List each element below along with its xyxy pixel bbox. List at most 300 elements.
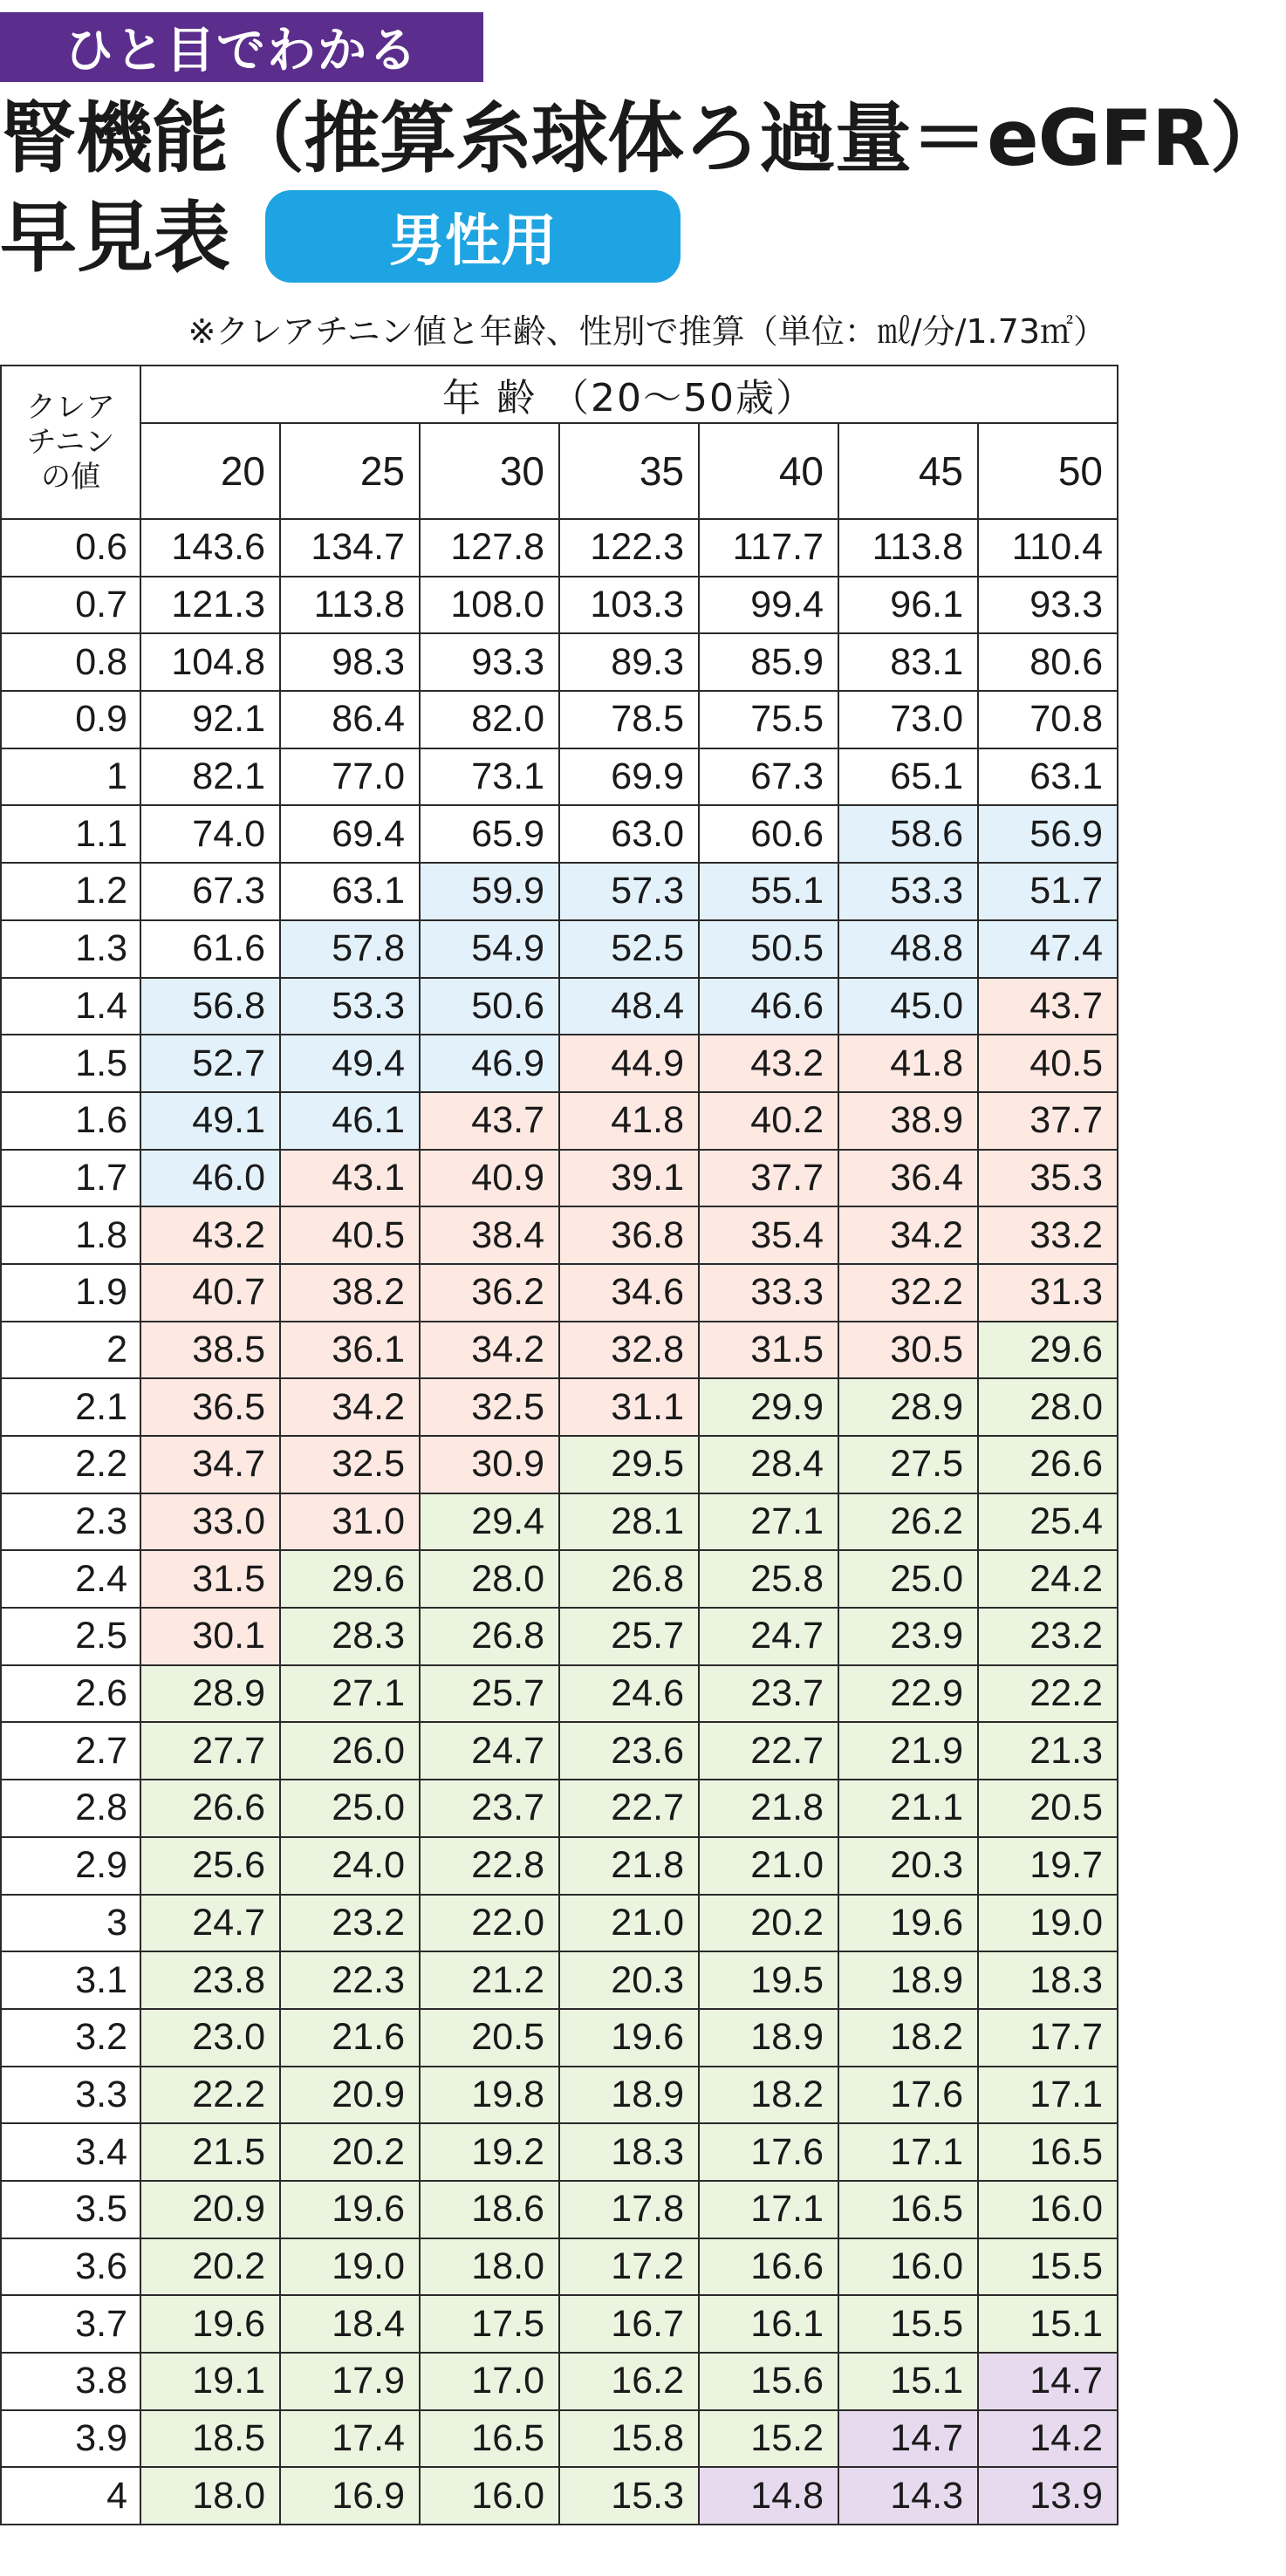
egfr-cell: 17.7 [978, 2009, 1118, 2067]
egfr-cell: 24.0 [280, 1837, 420, 1895]
egfr-cell: 18.9 [699, 2009, 838, 2067]
creatinine-value: 3.9 [1, 2410, 140, 2468]
age-column-header: 35 [559, 423, 699, 519]
egfr-cell: 32.8 [559, 1322, 699, 1379]
table-row [1, 1206, 1118, 1264]
egfr-cell: 24.2 [978, 1550, 1118, 1608]
creatinine-value: 3.7 [1, 2295, 140, 2353]
creatinine-value: 1.1 [1, 805, 140, 863]
table-row [1, 1665, 1118, 1723]
egfr-cell: 19.5 [699, 1951, 838, 2009]
creatinine-value: 2.5 [1, 1608, 140, 1665]
egfr-cell: 41.8 [559, 1092, 699, 1150]
egfr-cell: 19.6 [838, 1895, 978, 1952]
egfr-cell: 73.1 [420, 748, 559, 806]
egfr-cell: 23.7 [699, 1665, 838, 1723]
egfr-cell: 21.9 [838, 1722, 978, 1780]
egfr-cell: 16.7 [559, 2295, 699, 2353]
egfr-cell: 38.4 [420, 1206, 559, 1264]
egfr-cell: 25.6 [140, 1837, 280, 1895]
egfr-cell: 110.4 [978, 519, 1118, 577]
egfr-cell: 45.0 [838, 978, 978, 1035]
egfr-cell: 36.5 [140, 1378, 280, 1436]
egfr-cell: 17.1 [838, 2123, 978, 2181]
egfr-cell: 43.2 [140, 1206, 280, 1264]
egfr-cell: 30.5 [838, 1322, 978, 1379]
egfr-cell: 28.3 [280, 1608, 420, 1665]
creatinine-value: 0.9 [1, 691, 140, 748]
table-row [1, 1150, 1118, 1207]
creatinine-value: 2.1 [1, 1378, 140, 1436]
egfr-cell: 26.8 [420, 1608, 559, 1665]
egfr-cell: 20.3 [559, 1951, 699, 2009]
egfr-cell: 32.2 [838, 1264, 978, 1322]
table-row [1, 2353, 1118, 2410]
table-row [1, 691, 1118, 748]
table-row [1, 1550, 1118, 1608]
table-row [1, 1436, 1118, 1493]
egfr-cell: 46.9 [420, 1035, 559, 1092]
egfr-cell: 98.3 [280, 633, 420, 691]
creatinine-value: 1 [1, 748, 140, 806]
creatinine-value: 1.9 [1, 1264, 140, 1322]
egfr-cell: 59.9 [420, 863, 559, 920]
egfr-cell: 56.8 [140, 978, 280, 1035]
egfr-cell: 21.1 [838, 1780, 978, 1837]
table-row [1, 1035, 1118, 1092]
egfr-cell: 24.7 [699, 1608, 838, 1665]
egfr-cell: 23.8 [140, 1951, 280, 2009]
age-column-header: 20 [140, 423, 280, 519]
egfr-cell: 16.5 [838, 2181, 978, 2238]
egfr-cell: 40.5 [280, 1206, 420, 1264]
creatinine-value: 3.6 [1, 2238, 140, 2296]
table-row [1, 2467, 1118, 2525]
egfr-cell: 21.6 [280, 2009, 420, 2067]
egfr-cell: 61.6 [140, 920, 280, 978]
egfr-cell: 20.2 [140, 2238, 280, 2296]
table-row [1, 805, 1118, 863]
egfr-cell: 36.2 [420, 1264, 559, 1322]
egfr-cell: 60.6 [699, 805, 838, 863]
egfr-cell: 43.2 [699, 1035, 838, 1092]
egfr-cell: 121.3 [140, 577, 280, 634]
egfr-cell: 22.2 [978, 1665, 1118, 1723]
egfr-cell: 23.9 [838, 1608, 978, 1665]
egfr-cell: 16.1 [699, 2295, 838, 2353]
egfr-cell: 13.9 [978, 2467, 1118, 2525]
egfr-cell: 27.1 [280, 1665, 420, 1723]
egfr-cell: 23.2 [280, 1895, 420, 1952]
egfr-cell: 25.8 [699, 1550, 838, 1608]
table-row [1, 1895, 1118, 1952]
egfr-cell: 18.6 [420, 2181, 559, 2238]
egfr-cell: 36.1 [280, 1322, 420, 1379]
table-row [1, 2410, 1118, 2468]
egfr-cell: 35.3 [978, 1150, 1118, 1207]
creatinine-header-line: の値 [41, 461, 100, 494]
egfr-cell: 25.0 [838, 1550, 978, 1608]
table-row [1, 2067, 1118, 2124]
egfr-cell: 35.4 [699, 1206, 838, 1264]
egfr-cell: 40.2 [699, 1092, 838, 1150]
egfr-cell: 48.8 [838, 920, 978, 978]
egfr-cell: 16.0 [420, 2467, 559, 2525]
egfr-cell: 113.8 [838, 519, 978, 577]
egfr-cell: 63.1 [978, 748, 1118, 806]
creatinine-value: 2.7 [1, 1722, 140, 1780]
egfr-cell: 23.6 [559, 1722, 699, 1780]
age-column-header: 25 [280, 423, 420, 519]
egfr-cell: 17.9 [280, 2353, 420, 2410]
egfr-cell: 20.9 [140, 2181, 280, 2238]
egfr-cell: 43.1 [280, 1150, 420, 1207]
egfr-cell: 24.7 [140, 1895, 280, 1952]
egfr-cell: 19.1 [140, 2353, 280, 2410]
egfr-cell: 17.4 [280, 2410, 420, 2468]
egfr-cell: 36.8 [559, 1206, 699, 1264]
egfr-cell: 18.9 [838, 1951, 978, 2009]
egfr-cell: 15.1 [838, 2353, 978, 2410]
creatinine-value: 3.4 [1, 2123, 140, 2181]
egfr-cell: 30.1 [140, 1608, 280, 1665]
egfr-cell: 46.6 [699, 978, 838, 1035]
egfr-cell: 15.3 [559, 2467, 699, 2525]
egfr-cell: 18.4 [280, 2295, 420, 2353]
table-row [1, 519, 1118, 577]
creatinine-value: 3 [1, 1895, 140, 1952]
table-row [1, 2009, 1118, 2067]
egfr-cell: 82.1 [140, 748, 280, 806]
egfr-cell: 117.7 [699, 519, 838, 577]
egfr-cell: 46.0 [140, 1150, 280, 1207]
unit-note: ※クレアチニン値と年齢、性別で推算（単位：㎖/分/1.73㎡） [188, 312, 1106, 351]
table-row [1, 1837, 1118, 1895]
creatinine-value: 3.5 [1, 2181, 140, 2238]
egfr-cell: 25.7 [420, 1665, 559, 1723]
egfr-cell: 17.2 [559, 2238, 699, 2296]
egfr-cell: 22.9 [838, 1665, 978, 1723]
egfr-cell: 16.0 [838, 2238, 978, 2296]
egfr-cell: 39.1 [559, 1150, 699, 1207]
page-subtitle: 早見表 [0, 193, 231, 283]
egfr-cell: 44.9 [559, 1035, 699, 1092]
egfr-table [0, 365, 1118, 2525]
egfr-cell: 67.3 [699, 748, 838, 806]
egfr-cell: 16.9 [280, 2467, 420, 2525]
egfr-cell: 29.5 [559, 1436, 699, 1493]
creatinine-value: 3.8 [1, 2353, 140, 2410]
egfr-cell: 17.6 [838, 2067, 978, 2124]
egfr-cell: 43.7 [978, 978, 1118, 1035]
egfr-cell: 36.4 [838, 1150, 978, 1207]
table-row [1, 2238, 1118, 2296]
gender-pill: 男性用 [265, 190, 681, 283]
creatinine-value: 1.7 [1, 1150, 140, 1207]
egfr-cell: 83.1 [838, 633, 978, 691]
creatinine-value: 1.8 [1, 1206, 140, 1264]
egfr-cell: 14.7 [838, 2410, 978, 2468]
creatinine-value: 2.2 [1, 1436, 140, 1493]
table-row [1, 1951, 1118, 2009]
egfr-cell: 28.9 [140, 1665, 280, 1723]
table-row [1, 1722, 1118, 1780]
table-row [1, 1493, 1118, 1551]
egfr-cell: 75.5 [699, 691, 838, 748]
egfr-cell: 21.3 [978, 1722, 1118, 1780]
egfr-cell: 67.3 [140, 863, 280, 920]
egfr-cell: 85.9 [699, 633, 838, 691]
table-row [1, 1608, 1118, 1665]
egfr-cell: 50.6 [420, 978, 559, 1035]
creatinine-value: 0.8 [1, 633, 140, 691]
egfr-cell: 14.8 [699, 2467, 838, 2525]
egfr-cell: 33.3 [699, 1264, 838, 1322]
creatinine-value: 3.3 [1, 2067, 140, 2124]
egfr-cell: 15.6 [699, 2353, 838, 2410]
egfr-cell: 86.4 [280, 691, 420, 748]
egfr-cell: 55.1 [699, 863, 838, 920]
egfr-cell: 25.0 [280, 1780, 420, 1837]
egfr-cell: 26.2 [838, 1493, 978, 1551]
creatinine-header-line: チニン [26, 426, 115, 459]
table-row [1, 1322, 1118, 1379]
egfr-cell: 38.9 [838, 1092, 978, 1150]
egfr-cell: 18.0 [140, 2467, 280, 2525]
egfr-cell: 89.3 [559, 633, 699, 691]
egfr-cell: 80.6 [978, 633, 1118, 691]
egfr-cell: 127.8 [420, 519, 559, 577]
egfr-cell: 28.0 [420, 1550, 559, 1608]
egfr-cell: 24.7 [420, 1722, 559, 1780]
creatinine-value: 1.2 [1, 863, 140, 920]
egfr-cell: 26.6 [978, 1436, 1118, 1493]
egfr-cell: 34.7 [140, 1436, 280, 1493]
egfr-cell: 16.6 [699, 2238, 838, 2296]
egfr-cell: 18.9 [559, 2067, 699, 2124]
egfr-cell: 17.1 [978, 2067, 1118, 2124]
egfr-cell: 17.8 [559, 2181, 699, 2238]
egfr-cell: 25.4 [978, 1493, 1118, 1551]
egfr-cell: 113.8 [280, 577, 420, 634]
table-row [1, 1780, 1118, 1837]
table-row [1, 1092, 1118, 1150]
egfr-cell: 16.2 [559, 2353, 699, 2410]
creatinine-value: 0.7 [1, 577, 140, 634]
egfr-cell: 20.2 [699, 1895, 838, 1952]
egfr-cell: 22.7 [559, 1780, 699, 1837]
egfr-cell: 20.9 [280, 2067, 420, 2124]
egfr-cell: 18.5 [140, 2410, 280, 2468]
egfr-cell: 23.2 [978, 1608, 1118, 1665]
creatinine-value: 2.4 [1, 1550, 140, 1608]
egfr-cell: 15.8 [559, 2410, 699, 2468]
egfr-cell: 18.2 [838, 2009, 978, 2067]
age-column-header: 40 [699, 423, 838, 519]
topic-badge: ひと目でわかる [0, 12, 483, 82]
egfr-cell: 27.1 [699, 1493, 838, 1551]
egfr-cell: 46.1 [280, 1092, 420, 1150]
egfr-cell: 40.5 [978, 1035, 1118, 1092]
egfr-cell: 19.6 [140, 2295, 280, 2353]
egfr-cell: 25.7 [559, 1608, 699, 1665]
egfr-cell: 30.9 [420, 1436, 559, 1493]
egfr-cell: 17.6 [699, 2123, 838, 2181]
age-column-header: 45 [838, 423, 978, 519]
egfr-cell: 92.1 [140, 691, 280, 748]
table-row [1, 2181, 1118, 2238]
egfr-cell: 74.0 [140, 805, 280, 863]
egfr-cell: 48.4 [559, 978, 699, 1035]
egfr-cell: 56.9 [978, 805, 1118, 863]
egfr-cell: 38.5 [140, 1322, 280, 1379]
egfr-cell: 29.6 [978, 1322, 1118, 1379]
egfr-cell: 33.0 [140, 1493, 280, 1551]
egfr-cell: 51.7 [978, 863, 1118, 920]
egfr-cell: 31.0 [280, 1493, 420, 1551]
egfr-cell: 73.0 [838, 691, 978, 748]
egfr-cell: 57.3 [559, 863, 699, 920]
egfr-cell: 27.7 [140, 1722, 280, 1780]
page-title: 腎機能（推算糸球体ろ過量＝eGFR） [0, 93, 1286, 183]
egfr-cell: 16.5 [978, 2123, 1118, 2181]
egfr-cell: 38.2 [280, 1264, 420, 1322]
table-row [1, 633, 1118, 691]
egfr-cell: 134.7 [280, 519, 420, 577]
egfr-cell: 37.7 [978, 1092, 1118, 1150]
creatinine-value: 2.9 [1, 1837, 140, 1895]
egfr-cell: 143.6 [140, 519, 280, 577]
table-row [1, 1378, 1118, 1436]
creatinine-value: 4 [1, 2467, 140, 2525]
egfr-cell: 82.0 [420, 691, 559, 748]
egfr-cell: 19.6 [559, 2009, 699, 2067]
egfr-cell: 49.1 [140, 1092, 280, 1150]
egfr-cell: 78.5 [559, 691, 699, 748]
egfr-cell: 21.5 [140, 2123, 280, 2181]
egfr-cell: 19.0 [280, 2238, 420, 2296]
egfr-cell: 34.2 [838, 1206, 978, 1264]
egfr-cell: 23.0 [140, 2009, 280, 2067]
creatinine-value: 0.6 [1, 519, 140, 577]
egfr-cell: 28.1 [559, 1493, 699, 1551]
egfr-cell: 28.9 [838, 1378, 978, 1436]
egfr-cell: 17.0 [420, 2353, 559, 2410]
egfr-cell: 103.3 [559, 577, 699, 634]
egfr-cell: 19.7 [978, 1837, 1118, 1895]
egfr-cell: 28.4 [699, 1436, 838, 1493]
egfr-cell: 18.0 [420, 2238, 559, 2296]
egfr-cell: 18.2 [699, 2067, 838, 2124]
egfr-cell: 20.5 [420, 2009, 559, 2067]
egfr-cell: 28.0 [978, 1378, 1118, 1436]
table-row [1, 863, 1118, 920]
egfr-cell: 29.4 [420, 1493, 559, 1551]
egfr-cell: 122.3 [559, 519, 699, 577]
egfr-cell: 52.7 [140, 1035, 280, 1092]
egfr-cell: 27.5 [838, 1436, 978, 1493]
egfr-cell: 31.5 [140, 1550, 280, 1608]
egfr-cell: 58.6 [838, 805, 978, 863]
creatinine-value: 3.2 [1, 2009, 140, 2067]
egfr-cell: 14.2 [978, 2410, 1118, 2468]
creatinine-value: 1.3 [1, 920, 140, 978]
egfr-cell: 20.5 [978, 1780, 1118, 1837]
egfr-cell: 50.5 [699, 920, 838, 978]
egfr-cell: 104.8 [140, 633, 280, 691]
egfr-cell: 54.9 [420, 920, 559, 978]
egfr-cell: 34.2 [280, 1378, 420, 1436]
table-row [1, 1264, 1118, 1322]
creatinine-header [1, 366, 140, 519]
egfr-cell: 49.4 [280, 1035, 420, 1092]
egfr-cell: 22.3 [280, 1951, 420, 2009]
egfr-cell: 108.0 [420, 577, 559, 634]
egfr-cell: 19.6 [280, 2181, 420, 2238]
egfr-cell: 69.4 [280, 805, 420, 863]
egfr-cell: 34.2 [420, 1322, 559, 1379]
egfr-cell: 19.2 [420, 2123, 559, 2181]
egfr-cell: 15.2 [699, 2410, 838, 2468]
creatinine-value: 1.5 [1, 1035, 140, 1092]
egfr-cell: 47.4 [978, 920, 1118, 978]
creatinine-value: 1.6 [1, 1092, 140, 1150]
egfr-cell: 93.3 [420, 633, 559, 691]
egfr-cell: 41.8 [838, 1035, 978, 1092]
creatinine-value: 2.8 [1, 1780, 140, 1837]
table-row [1, 2295, 1118, 2353]
egfr-cell: 16.0 [978, 2181, 1118, 2238]
age-column-header: 30 [420, 423, 559, 519]
egfr-cell: 20.2 [280, 2123, 420, 2181]
egfr-cell: 26.0 [280, 1722, 420, 1780]
egfr-cell: 52.5 [559, 920, 699, 978]
egfr-cell: 57.8 [280, 920, 420, 978]
egfr-cell: 63.1 [280, 863, 420, 920]
egfr-cell: 20.3 [838, 1837, 978, 1895]
egfr-cell: 15.5 [838, 2295, 978, 2353]
age-header: 年 齢 （20〜50歳） [140, 366, 1118, 423]
egfr-cell: 31.1 [559, 1378, 699, 1436]
creatinine-value: 2.6 [1, 1665, 140, 1723]
egfr-cell: 77.0 [280, 748, 420, 806]
egfr-cell: 22.2 [140, 2067, 280, 2124]
creatinine-value: 1.4 [1, 978, 140, 1035]
egfr-cell: 26.8 [559, 1550, 699, 1608]
egfr-cell: 26.6 [140, 1780, 280, 1837]
egfr-cell: 33.2 [978, 1206, 1118, 1264]
egfr-cell: 22.0 [420, 1895, 559, 1952]
egfr-cell: 96.1 [838, 577, 978, 634]
egfr-cell: 65.1 [838, 748, 978, 806]
egfr-cell: 16.5 [420, 2410, 559, 2468]
egfr-cell: 53.3 [838, 863, 978, 920]
egfr-cell: 21.8 [699, 1780, 838, 1837]
egfr-cell: 14.7 [978, 2353, 1118, 2410]
egfr-cell: 37.7 [699, 1150, 838, 1207]
egfr-cell: 40.7 [140, 1264, 280, 1322]
creatinine-value: 2.3 [1, 1493, 140, 1551]
table-body [1, 519, 1118, 2525]
egfr-cell: 40.9 [420, 1150, 559, 1207]
egfr-cell: 53.3 [280, 978, 420, 1035]
table-row [1, 577, 1118, 634]
egfr-cell: 17.5 [420, 2295, 559, 2353]
egfr-cell: 21.0 [559, 1895, 699, 1952]
table-row [1, 2123, 1118, 2181]
egfr-cell: 22.7 [699, 1722, 838, 1780]
egfr-cell: 17.1 [699, 2181, 838, 2238]
